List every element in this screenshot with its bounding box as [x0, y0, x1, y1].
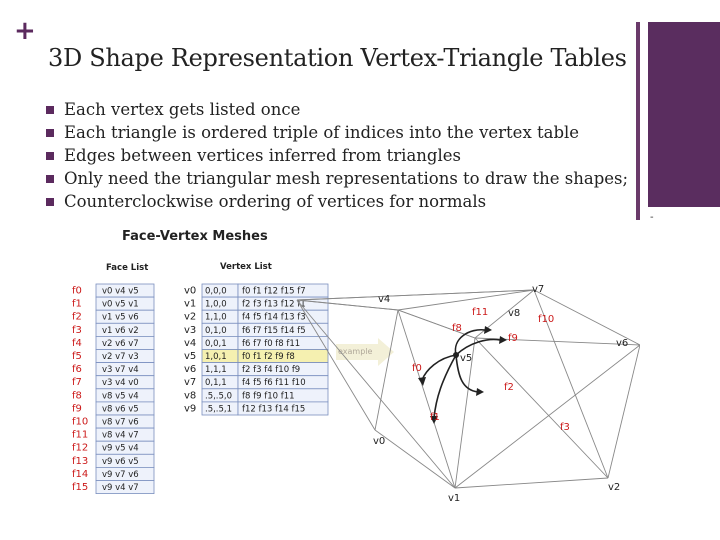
vertex-id: v2	[184, 311, 197, 323]
face-vertices: v0 v5 v1	[102, 299, 139, 310]
vertex-faces: f2 f3 f4 f10 f9	[242, 365, 301, 376]
bullet-list	[44, 98, 628, 213]
face-id: f2	[72, 311, 82, 323]
vertex-coords: 1,0,0	[205, 299, 227, 310]
mesh-label-v2: v2	[608, 482, 621, 493]
face-vertices: v1 v5 v6	[102, 312, 139, 323]
bullet-item	[44, 144, 628, 167]
face-vertices: v8 v6 v5	[102, 404, 139, 415]
mesh-label-f0: f0	[412, 363, 422, 374]
vertex-coords: 0,0,1	[205, 338, 227, 349]
mesh-label-v1: v1	[448, 493, 461, 504]
bullet-square-icon	[46, 106, 54, 114]
bullet-square-icon	[46, 175, 54, 183]
face-vertices: v9 v6 v5	[102, 456, 139, 467]
mesh-label-f10: f10	[538, 314, 555, 325]
mesh-label-f3: f3	[560, 422, 570, 433]
mesh-label-f1: f1	[430, 412, 440, 423]
mesh-label-f8: f8	[452, 323, 462, 334]
vertex-id: v0	[184, 285, 197, 297]
accent-bar	[648, 22, 720, 207]
bullet-text: Edges between vertices inferred from triangles	[64, 146, 461, 165]
mesh-label-f11: f11	[472, 307, 489, 318]
mesh-label-v8: v8	[508, 308, 521, 319]
face-vertices: v2 v6 v7	[102, 338, 139, 349]
face-cells	[96, 284, 154, 494]
face-id: f5	[72, 351, 82, 362]
face-id: f6	[72, 364, 82, 376]
vertex-faces: f4 f5 f14 f13 f3	[242, 312, 306, 323]
vertex-id: v9	[184, 403, 197, 415]
vertex-cells	[202, 284, 328, 415]
bullet-item	[44, 121, 628, 144]
face-id: f8	[72, 390, 82, 402]
mesh-label-v5: v5	[460, 353, 473, 364]
face-labels	[72, 286, 88, 494]
face-id: f4	[72, 337, 82, 349]
vertex-labels	[184, 286, 196, 415]
vertex-coords: 0,1,1	[205, 378, 227, 389]
mesh-label-v7: v7	[532, 284, 545, 295]
bullet-item	[44, 167, 628, 190]
vertex-id: v3	[184, 324, 197, 336]
vertex-id: v1	[184, 298, 197, 310]
vertex-coords: .5,.5,0	[205, 391, 233, 402]
face-vertices: v9 v5 v4	[102, 443, 139, 454]
vertex-id: v6	[184, 364, 197, 376]
vertex-id: v5	[184, 351, 197, 362]
face-vertices: v1 v6 v2	[102, 325, 139, 336]
slide-title: 3D Shape Representation Vertex-Triangle Tables	[48, 44, 627, 72]
plus-icon: +	[14, 16, 36, 46]
vertex-coords: .5,.5,1	[205, 404, 233, 415]
vertex-list-heading: Vertex List	[220, 262, 272, 272]
bullet-item	[44, 98, 628, 121]
vertex-faces: f0 f1 f12 f15 f7	[242, 286, 306, 297]
vertex-faces: f2 f3 f13 f12 f1	[242, 299, 306, 310]
arrow-heads	[418, 326, 507, 424]
mesh-label-v0: v0	[373, 436, 386, 447]
face-id: f15	[72, 482, 89, 493]
face-id: f1	[72, 298, 82, 310]
vertex-coords: 0,1,0	[205, 325, 227, 336]
adjacency-arrows	[422, 330, 500, 418]
vertex-coords: 1,1,0	[205, 312, 227, 323]
face-vertices: v0 v4 v5	[102, 286, 139, 297]
vertex-faces: f6 f7 f15 f14 f5	[242, 325, 306, 336]
bullet-text: Only need the triangular mesh representations to draw the shapes;	[64, 169, 629, 188]
vertex-id: v4	[184, 337, 197, 349]
bullet-text: Each triangle is ordered triple of indices into the vertex table	[64, 123, 580, 142]
vertex-coords: 0,0,0	[205, 286, 227, 297]
dash-mark: -	[650, 212, 654, 223]
vertex-coords: 1,1,1	[205, 365, 227, 376]
face-id: f7	[72, 377, 82, 389]
face-id: f14	[72, 468, 89, 480]
vertex-faces: f4 f5 f6 f11 f10	[242, 378, 306, 389]
face-vertices: v9 v7 v6	[102, 469, 139, 480]
face-id: f3	[72, 324, 82, 336]
mesh-label-f2: f2	[504, 382, 514, 393]
face-vertices: v8 v7 v6	[102, 417, 139, 428]
figure-title: Face-Vertex Meshes	[122, 229, 268, 244]
mesh-label-f9: f9	[508, 333, 518, 344]
face-id: f12	[72, 442, 89, 454]
face-id: f0	[72, 285, 82, 297]
face-vertices: v3 v7 v4	[102, 365, 139, 376]
face-vertices: v3 v4 v0	[102, 378, 139, 389]
bullet-square-icon	[46, 152, 54, 160]
bullet-square-icon	[46, 129, 54, 137]
vertex-id: v7	[184, 377, 197, 389]
bullet-text: Counterclockwise ordering of vertices for normals	[64, 192, 487, 211]
vertex-faces: f12 f13 f14 f15	[242, 404, 306, 415]
face-vertex-mesh-figure	[60, 220, 640, 520]
face-list-heading: Face List	[106, 263, 149, 273]
mesh-label-v6: v6	[616, 338, 629, 349]
bullet-text: Each vertex gets listed once	[64, 100, 301, 119]
vertex-faces: f8 f9 f10 f11	[242, 391, 295, 402]
vertex-faces: f0 f1 f2 f9 f8	[242, 352, 295, 362]
face-id: f13	[72, 455, 89, 467]
face-vertices: v8 v5 v4	[102, 391, 139, 402]
bullet-item	[44, 190, 628, 213]
face-id: f10	[72, 416, 89, 428]
bullet-square-icon	[46, 198, 54, 206]
accent-line	[636, 22, 640, 220]
example-label: example	[338, 347, 373, 356]
face-id: f9	[72, 403, 82, 415]
mesh-label-v4: v4	[378, 294, 391, 305]
face-vertices: v2 v7 v3	[102, 352, 139, 362]
face-vertices: v9 v4 v7	[102, 483, 139, 493]
vertex-id: v8	[184, 390, 197, 402]
vertex-coords: 1,0,1	[205, 352, 227, 362]
face-id: f11	[72, 429, 89, 441]
face-vertices: v8 v4 v7	[102, 430, 139, 441]
mesh-face-labels	[412, 307, 570, 433]
vertex-faces: f6 f7 f0 f8 f11	[242, 338, 301, 349]
example-arrow	[336, 338, 394, 366]
